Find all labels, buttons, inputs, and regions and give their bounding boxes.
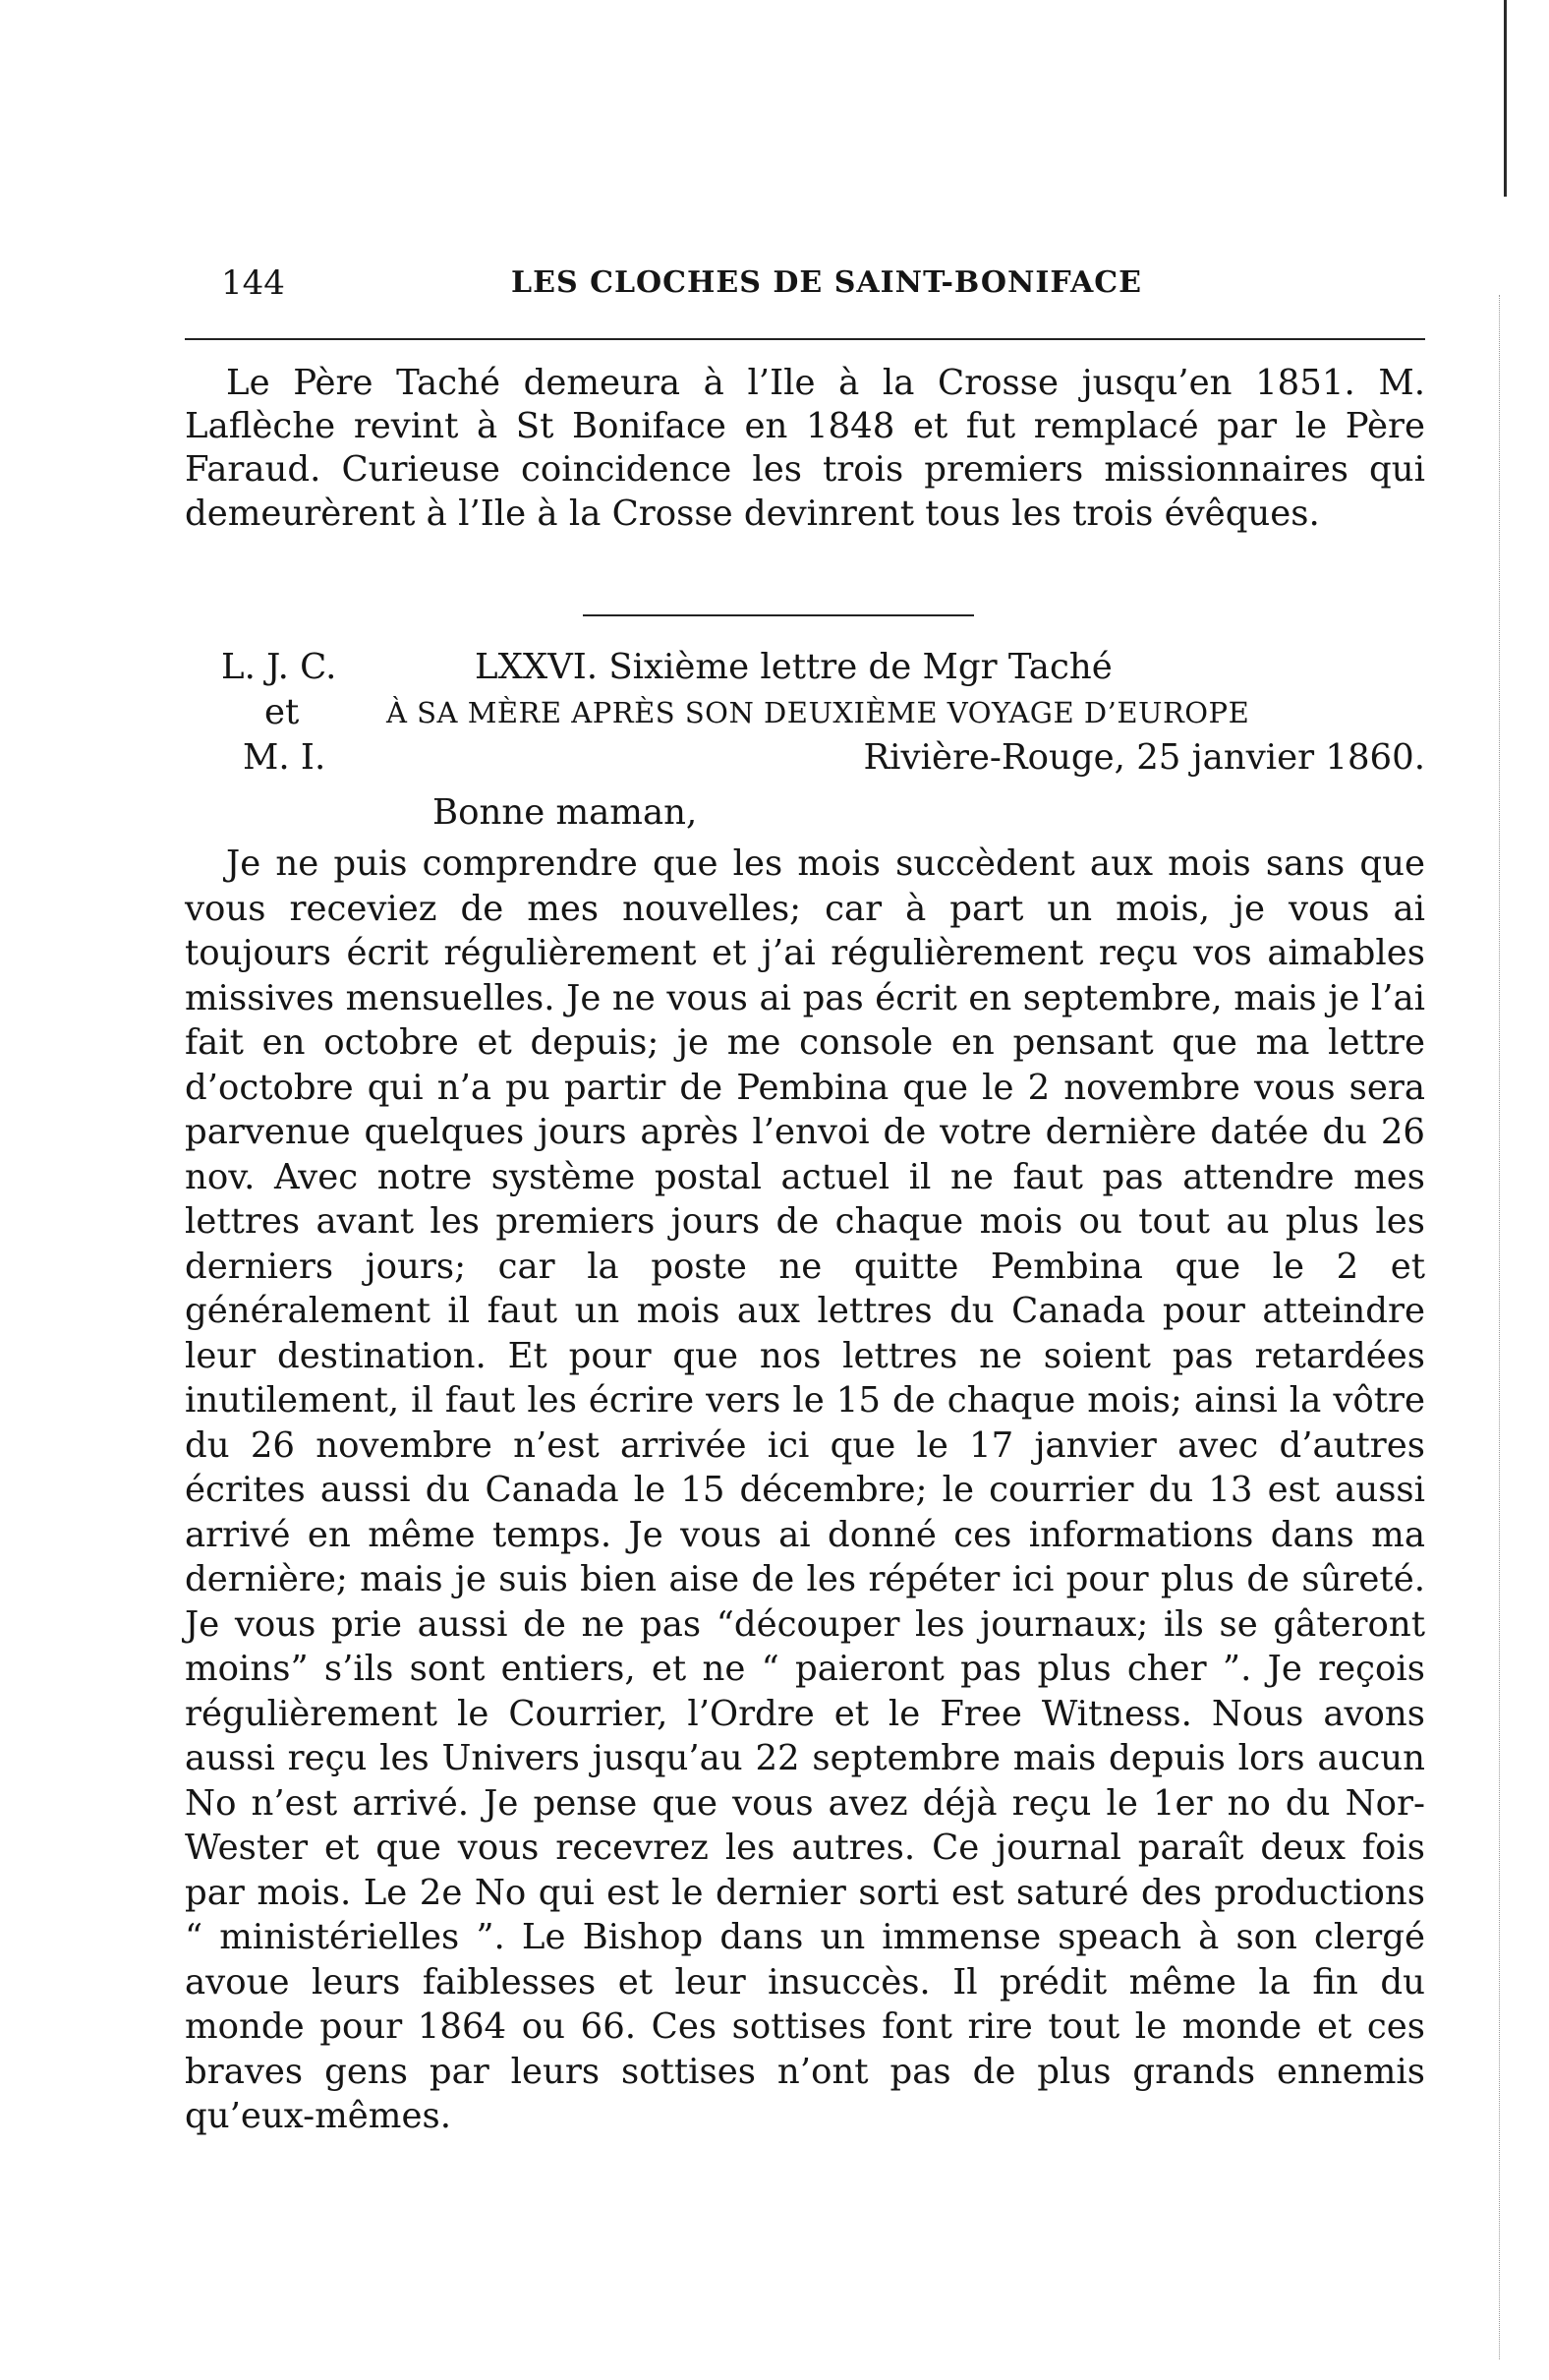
letter-heading [221, 647, 1425, 784]
scan-margin-marks [1499, 295, 1506, 2359]
letter-heading-row-1 [221, 647, 1425, 694]
letter-heading-row-3 [221, 737, 1425, 784]
letter-paragraph: Je ne puis comprendre que les mois succèdent aux mois sans que vous receviez de mes nouvelles; car à part un mois, je vous ai toujours écrit régulièrement et j’ai régulièrement reçu vos aimables missives mensuelles. Je ne vous ai pas écrit en septembre, mais je l’ai fait en octobre et depuis; je me console en pensant que ma lettre d’octobre qui n’a pu partir de Pembina que le 2 novembre vous sera parvenue quelques jours après l’envoi de votre dernière datée du 26 nov. Avec notre système postal actuel il ne faut pas attendre mes lettres avant les premiers jours de chaque mois ou tout au plus les derniers jours; car la poste ne quitte Pembina que le 2 et généralement il faut un mois aux lettres du Canada pour atteindre leur destination. Et pour que nos lettres ne soient pas retardées inutilement, il faut les écrire vers le 15 de chaque mois; ainsi la vôtre du 26 novembre n’est arrivée ici que le 17 janvier avec d’autres écrites aussi du Canada le 15 décembre; le courrier du 13 est aussi arrivé en même temps. Je vous ai donné ces informations dans ma dernière; mais je suis bien aise de les répéter ici pour plus de sûreté. Je vous prie aussi de ne pas “découper les journaux; ils se gâteront moins” s’ils sont entiers, et ne “ paieront pas plus cher ”. Je reçois régulièrement le Courrier, l’Ordre et le Free Witness. Nous avons aussi reçu les Univers jusqu’au 22 septembre mais depuis lors aucun No n’est arrivé. Je pense que vous avez déjà reçu le 1er no du Nor-Wester et que vous recevrez les autres. Ce journal paraît deux fois par mois. Le 2e No qui est le dernier sorti est saturé des productions “ ministérielles ”. Le Bishop dans un immense speach à son clergé avoue leurs faiblesses et leur insuccès. Il prédit même la fin du monde pour 1864 ou 66. Ces sottises font rire tout le monde et ces braves gens par leurs sottises n’ont pas de plus grands ennemis qu’eux-mêmes. [185, 843, 1425, 2136]
monogram-line-2: et [264, 692, 300, 732]
intro-paragraph: Le Père Taché demeura à l’Ile à la Crosse jusqu’en 1851. M. Laflèche revint à St Boniface en 1848 et fut remplacé par le Père Faraud. Curieuse coincidence les trois premiers missionnaires qui demeurèrent à l’Ile à la Crosse devinrent tous les trois évêques. [185, 363, 1425, 534]
section-divider [583, 614, 974, 616]
letter-subtitle: À SA MÈRE APRÈS SON DEUXIÈME VOYAGE D’EUROPE [386, 696, 1250, 729]
scan-edge-line [1504, 0, 1507, 197]
salutation: Bonne maman, [432, 792, 698, 833]
monogram-line-1: L. J. C. [221, 647, 337, 687]
header-rule [185, 338, 1425, 340]
letter-heading-row-2 [221, 692, 1425, 739]
place-date: Rivière-Rouge, 25 janvier 1860. [863, 737, 1425, 778]
letter-title: LXXVI. Sixième lettre de Mgr Taché [475, 647, 1113, 687]
letter-body [185, 842, 1425, 2139]
page-header [221, 263, 1430, 313]
page-number: 144 [221, 263, 285, 303]
monogram-line-3: M. I. [243, 737, 326, 778]
running-title: LES CLOCHES DE SAINT-BONIFACE [511, 265, 1142, 300]
intro-section [185, 362, 1425, 536]
